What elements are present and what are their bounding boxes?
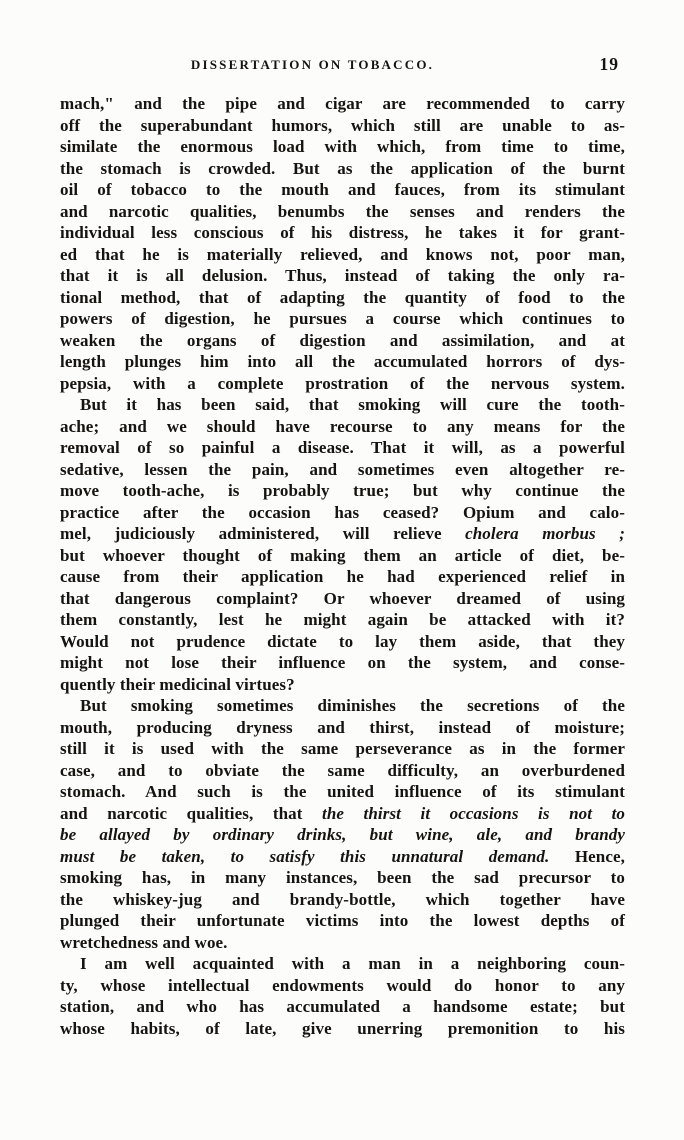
text-line xyxy=(60,136,625,158)
text-segment: might not lose their influence on the system, and conse- xyxy=(60,653,625,672)
text-line xyxy=(60,545,625,567)
text-segment: length plunges him into all the accumulated horrors of dys- xyxy=(60,352,625,371)
text-line xyxy=(60,287,625,309)
text-segment: station, and who has accumulated a handsome estate; but xyxy=(60,997,625,1016)
italic-text-segment: cholera morbus ; xyxy=(465,524,625,543)
italic-text-segment: be allayed by ordinary drinks, but wine, ale, and brandy xyxy=(60,825,625,844)
text-line xyxy=(60,1018,625,1040)
text-segment: but whoever thought of making them an article of diet, be- xyxy=(60,545,625,565)
paragraph xyxy=(60,695,625,953)
text-line xyxy=(60,244,625,266)
text-segment: Hence, xyxy=(549,846,626,866)
text-segment: the whiskey-jug and brandy-bottle, which together have xyxy=(60,889,625,909)
text-line xyxy=(60,115,625,137)
text-line xyxy=(60,566,625,588)
text-line xyxy=(60,695,625,717)
text-line xyxy=(60,609,625,631)
text-line xyxy=(60,437,625,459)
text-line xyxy=(60,459,625,481)
italic-text-segment: the thirst it occasions is not to xyxy=(322,803,625,823)
text-line xyxy=(60,824,625,846)
text-segment: mach," and the pipe and cigar are recommended to carry xyxy=(60,94,625,113)
text-line xyxy=(60,889,625,911)
page-header xyxy=(60,54,625,79)
text-segment: case, and to obviate the same difficulty, an overburdened xyxy=(60,760,625,780)
text-line xyxy=(60,93,625,115)
text-segment: off the superabundant humors, which still are unable to as- xyxy=(60,115,625,135)
text-segment: whose habits, of late, give unerring premonition to his xyxy=(60,1018,625,1038)
text-line xyxy=(60,953,625,975)
text-segment: quently their medicinal virtues? xyxy=(60,674,295,694)
text-segment: ty, whose intellectual endowments would do honor to any xyxy=(60,975,625,995)
text-segment: But it has been said, that smoking will cure the tooth- xyxy=(80,395,625,414)
text-line xyxy=(60,201,625,223)
text-segment: weaken the organs of digestion and assimilation, and at xyxy=(60,330,625,350)
text-line xyxy=(60,394,625,416)
text-line xyxy=(60,265,625,287)
text-segment: But smoking sometimes diminishes the secretions of the xyxy=(80,696,625,715)
text-line xyxy=(60,760,625,782)
text-line xyxy=(60,480,625,502)
text-line xyxy=(60,158,625,180)
text-line xyxy=(60,222,625,244)
text-segment: smoking has, in many instances, been the sad precursor to xyxy=(60,868,625,887)
text-line xyxy=(60,781,625,803)
text-segment: Would not prudence dictate to lay them aside, that they xyxy=(60,631,625,651)
text-line xyxy=(60,867,625,889)
text-segment: individual less conscious of his distress, he takes it for grant- xyxy=(60,223,625,242)
text-segment: tional method, that of adapting the quantity of food to the xyxy=(60,287,625,307)
running-title: DISSERTATION ON TOBACCO. xyxy=(190,57,435,72)
text-line xyxy=(60,179,625,201)
text-line xyxy=(60,996,625,1018)
text-line xyxy=(60,523,625,545)
text-segment: them constantly, lest he might again be attacked with it? xyxy=(60,610,625,629)
text-segment: mel, judiciously administered, will relieve xyxy=(60,524,466,543)
text-line xyxy=(60,674,625,696)
text-line xyxy=(60,308,625,330)
text-segment: sedative, lessen the pain, and sometimes even altogether re- xyxy=(60,459,625,479)
text-line xyxy=(60,631,625,653)
text-line xyxy=(60,373,625,395)
text-segment: still it is used with the same perseverance as in the former xyxy=(60,739,625,758)
text-segment: that it is all delusion. Thus, instead of taking the only ra- xyxy=(60,266,625,285)
text-segment: oil of tobacco to the mouth and fauces, from its stimulant xyxy=(60,180,625,199)
text-line xyxy=(60,502,625,524)
text-segment: practice after the occasion has ceased? Opium and calo- xyxy=(60,502,625,522)
text-segment: and narcotic qualities, that xyxy=(60,803,323,823)
text-segment: powers of digestion, he pursues a course which continues to xyxy=(60,309,625,328)
text-line xyxy=(60,588,625,610)
paragraph xyxy=(60,953,625,1039)
text-line xyxy=(60,717,625,739)
text-line xyxy=(60,846,625,868)
text-line xyxy=(60,932,625,954)
text-line xyxy=(60,351,625,373)
text-segment: and narcotic qualities, benumbs the senses and renders the xyxy=(60,201,625,221)
text-segment: wretchedness and woe. xyxy=(60,932,228,952)
text-line xyxy=(60,975,625,997)
text-line xyxy=(60,652,625,674)
text-segment: ache; and we should have recourse to any means for the xyxy=(60,416,625,436)
text-segment: I am well acquainted with a man in a neighboring coun- xyxy=(80,954,625,973)
page-number: 19 xyxy=(599,54,619,74)
text-segment: pepsia, with a complete prostration of the nervous system. xyxy=(60,373,625,393)
text-segment: that dangerous complaint? Or whoever dreamed of using xyxy=(60,588,625,608)
text-segment: mouth, producing dryness and thirst, instead of moisture; xyxy=(60,717,625,737)
text-segment: the stomach is crowded. But as the application of the burnt xyxy=(60,158,625,178)
paragraph xyxy=(60,394,625,695)
italic-text-segment: must be taken, to satisfy this unnatural demand. xyxy=(60,846,550,866)
text-segment: plunged their unfortunate victims into the lowest depths of xyxy=(60,911,625,930)
text-line xyxy=(60,803,625,825)
text-line xyxy=(60,738,625,760)
text-segment: removal of so painful a disease. That it will, as a powerful xyxy=(60,438,625,457)
text-segment: move tooth-ache, is probably true; but why continue the xyxy=(60,481,625,500)
page-body xyxy=(60,93,625,1039)
text-line xyxy=(60,330,625,352)
text-segment: cause from their application he had experienced relief in xyxy=(60,567,625,586)
text-line xyxy=(60,416,625,438)
text-segment: similate the enormous load with which, from time to time, xyxy=(60,137,625,156)
text-segment: stomach. And such is the united influence of its stimulant xyxy=(60,782,625,801)
paragraph xyxy=(60,93,625,394)
text-line xyxy=(60,910,625,932)
text-segment: ed that he is materially relieved, and knows not, poor man, xyxy=(60,244,625,264)
